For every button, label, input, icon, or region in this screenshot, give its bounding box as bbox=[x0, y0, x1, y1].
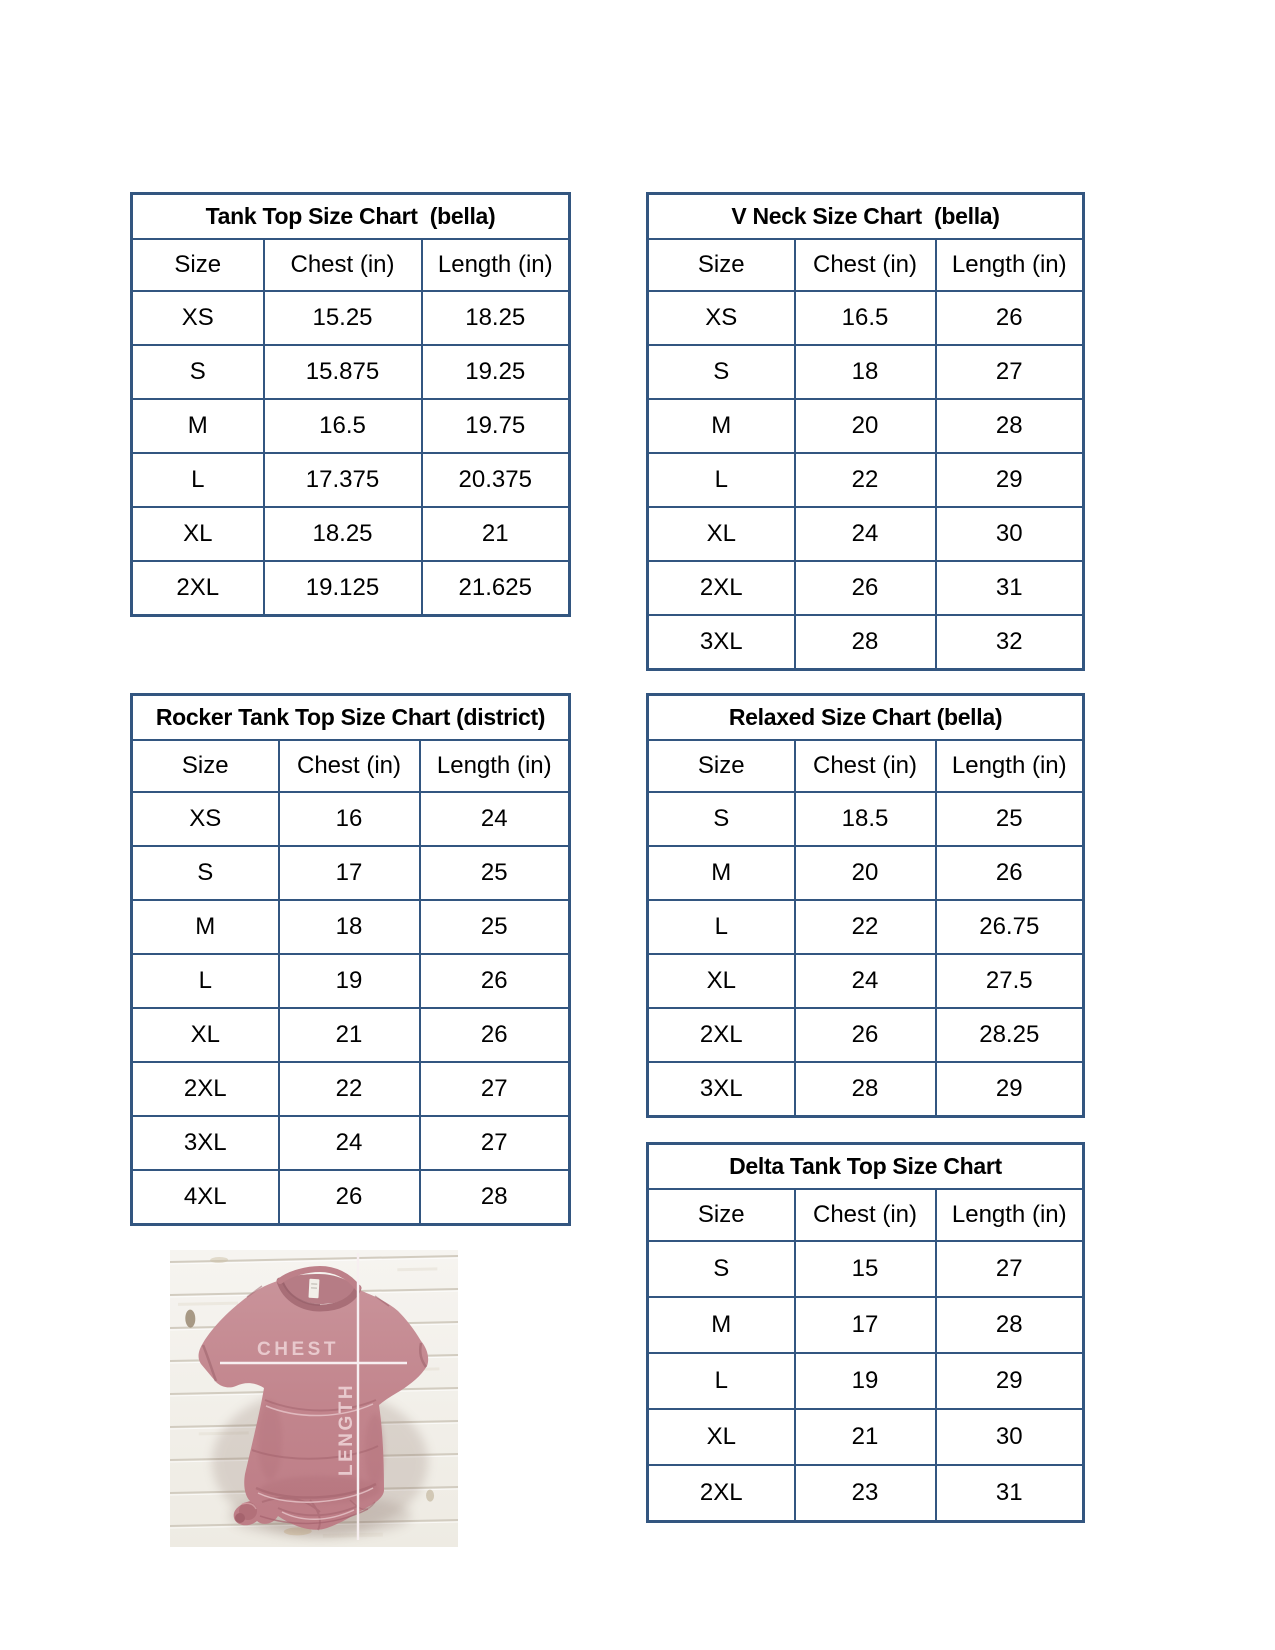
size-cell: 2XL bbox=[132, 561, 264, 616]
length-cell: 28 bbox=[420, 1170, 570, 1225]
table-row bbox=[132, 1116, 570, 1170]
length-cell: 19.25 bbox=[422, 345, 570, 399]
length-label: LENGTH bbox=[336, 1382, 357, 1476]
table-row bbox=[648, 1297, 1084, 1353]
table-row bbox=[132, 453, 570, 507]
table-title-row bbox=[648, 194, 1084, 240]
column-header: Size bbox=[648, 740, 795, 792]
chest-cell: 28 bbox=[795, 1062, 936, 1117]
column-header: Chest (in) bbox=[795, 1189, 936, 1241]
table-row bbox=[648, 1465, 1084, 1522]
chest-cell: 22 bbox=[279, 1062, 420, 1116]
table-row bbox=[132, 792, 570, 846]
size-cell: 2XL bbox=[648, 1008, 795, 1062]
length-cell: 28 bbox=[936, 399, 1084, 453]
chest-cell: 22 bbox=[795, 900, 936, 954]
chest-cell: 15.875 bbox=[264, 345, 422, 399]
column-header: Size bbox=[132, 239, 264, 291]
length-cell: 21.625 bbox=[422, 561, 570, 616]
size-cell: L bbox=[648, 1353, 795, 1409]
table-row bbox=[132, 561, 570, 616]
table-row bbox=[132, 1008, 570, 1062]
size-cell: S bbox=[648, 345, 795, 399]
table-header-row bbox=[132, 740, 570, 792]
size-cell: 2XL bbox=[648, 1465, 795, 1522]
length-cell: 29 bbox=[936, 453, 1084, 507]
table-row bbox=[648, 291, 1084, 345]
table-row bbox=[648, 615, 1084, 670]
chest-cell: 17.375 bbox=[264, 453, 422, 507]
table-title: Relaxed Size Chart (bella) bbox=[648, 695, 1084, 741]
chest-cell: 19.125 bbox=[264, 561, 422, 616]
column-header: Length (in) bbox=[420, 740, 570, 792]
length-cell: 26 bbox=[420, 1008, 570, 1062]
chest-cell: 16 bbox=[279, 792, 420, 846]
table-row bbox=[648, 1008, 1084, 1062]
length-cell: 28 bbox=[936, 1297, 1084, 1353]
chest-cell: 18.5 bbox=[795, 792, 936, 846]
size-cell: 3XL bbox=[132, 1116, 279, 1170]
length-cell: 32 bbox=[936, 615, 1084, 670]
chest-cell: 22 bbox=[795, 453, 936, 507]
chest-cell: 26 bbox=[795, 561, 936, 615]
table-header-row bbox=[648, 239, 1084, 291]
column-header: Chest (in) bbox=[795, 239, 936, 291]
size-cell: L bbox=[132, 453, 264, 507]
table-row bbox=[648, 846, 1084, 900]
size-cell: XS bbox=[648, 291, 795, 345]
chest-cell: 18 bbox=[279, 900, 420, 954]
tank-top-size-table bbox=[130, 192, 571, 617]
table-row bbox=[648, 561, 1084, 615]
table-title-row bbox=[648, 695, 1084, 741]
table-row bbox=[132, 900, 570, 954]
chest-cell: 19 bbox=[279, 954, 420, 1008]
table-row bbox=[648, 1241, 1084, 1297]
column-header: Size bbox=[648, 239, 795, 291]
size-cell: XL bbox=[648, 507, 795, 561]
chest-cell: 17 bbox=[795, 1297, 936, 1353]
chest-cell: 21 bbox=[279, 1008, 420, 1062]
column-header: Chest (in) bbox=[264, 239, 422, 291]
chest-cell: 24 bbox=[795, 954, 936, 1008]
table-row bbox=[132, 954, 570, 1008]
length-cell: 24 bbox=[420, 792, 570, 846]
chest-cell: 26 bbox=[279, 1170, 420, 1225]
table-row bbox=[132, 1062, 570, 1116]
table-header-row bbox=[648, 740, 1084, 792]
length-cell: 18.25 bbox=[422, 291, 570, 345]
chest-cell: 17 bbox=[279, 846, 420, 900]
chest-cell: 28 bbox=[795, 615, 936, 670]
length-cell: 29 bbox=[936, 1062, 1084, 1117]
table-title: Delta Tank Top Size Chart bbox=[648, 1144, 1084, 1190]
table-row bbox=[648, 1062, 1084, 1117]
table-title-row bbox=[132, 194, 570, 240]
size-cell: 2XL bbox=[648, 561, 795, 615]
size-cell: 2XL bbox=[132, 1062, 279, 1116]
size-cell: S bbox=[648, 792, 795, 846]
chest-cell: 26 bbox=[795, 1008, 936, 1062]
size-cell: 3XL bbox=[648, 1062, 795, 1117]
chest-cell: 23 bbox=[795, 1465, 936, 1522]
table-row bbox=[132, 345, 570, 399]
length-cell: 26 bbox=[420, 954, 570, 1008]
size-cell: 4XL bbox=[132, 1170, 279, 1225]
table-row bbox=[132, 399, 570, 453]
column-header: Length (in) bbox=[936, 740, 1084, 792]
size-cell: XL bbox=[132, 1008, 279, 1062]
collar-tag bbox=[308, 1279, 319, 1298]
column-header: Size bbox=[132, 740, 279, 792]
column-header: Length (in) bbox=[936, 239, 1084, 291]
length-cell: 30 bbox=[936, 1409, 1084, 1465]
size-cell: L bbox=[648, 900, 795, 954]
table-row bbox=[648, 954, 1084, 1008]
chest-cell: 18 bbox=[795, 345, 936, 399]
length-cell: 27 bbox=[420, 1116, 570, 1170]
table-header-row bbox=[648, 1189, 1084, 1241]
table-row bbox=[648, 1409, 1084, 1465]
length-cell: 25 bbox=[420, 846, 570, 900]
table-row bbox=[132, 1170, 570, 1225]
table-row bbox=[132, 846, 570, 900]
table-row bbox=[648, 507, 1084, 561]
column-header: Chest (in) bbox=[279, 740, 420, 792]
size-cell: S bbox=[132, 846, 279, 900]
table-header-row bbox=[132, 239, 570, 291]
table-row bbox=[132, 291, 570, 345]
length-cell: 27 bbox=[420, 1062, 570, 1116]
size-cell: 3XL bbox=[648, 615, 795, 670]
size-cell: XL bbox=[648, 954, 795, 1008]
size-cell: S bbox=[648, 1241, 795, 1297]
length-cell: 25 bbox=[936, 792, 1084, 846]
relaxed-size-table bbox=[646, 693, 1085, 1118]
table-row bbox=[648, 399, 1084, 453]
chest-cell: 20 bbox=[795, 846, 936, 900]
length-cell: 27 bbox=[936, 1241, 1084, 1297]
chest-cell: 24 bbox=[279, 1116, 420, 1170]
length-cell: 21 bbox=[422, 507, 570, 561]
chest-cell: 16.5 bbox=[795, 291, 936, 345]
table-row bbox=[648, 453, 1084, 507]
size-cell: XS bbox=[132, 792, 279, 846]
chest-cell: 20 bbox=[795, 399, 936, 453]
column-header: Length (in) bbox=[422, 239, 570, 291]
size-cell: M bbox=[132, 399, 264, 453]
length-cell: 30 bbox=[936, 507, 1084, 561]
chest-cell: 24 bbox=[795, 507, 936, 561]
size-cell: L bbox=[648, 453, 795, 507]
length-cell: 27.5 bbox=[936, 954, 1084, 1008]
table-row bbox=[648, 1353, 1084, 1409]
table-title-row bbox=[132, 695, 570, 741]
column-header: Chest (in) bbox=[795, 740, 936, 792]
length-cell: 26 bbox=[936, 291, 1084, 345]
tshirt-measurement-photo bbox=[170, 1250, 458, 1547]
chest-cell: 18.25 bbox=[264, 507, 422, 561]
chest-cell: 15 bbox=[795, 1241, 936, 1297]
length-cell: 31 bbox=[936, 561, 1084, 615]
chest-cell: 19 bbox=[795, 1353, 936, 1409]
length-cell: 31 bbox=[936, 1465, 1084, 1522]
chest-cell: 16.5 bbox=[264, 399, 422, 453]
column-header: Size bbox=[648, 1189, 795, 1241]
column-header: Length (in) bbox=[936, 1189, 1084, 1241]
length-cell: 20.375 bbox=[422, 453, 570, 507]
table-title: V Neck Size Chart (bella) bbox=[648, 194, 1084, 240]
table-row bbox=[648, 792, 1084, 846]
chest-label: CHEST bbox=[257, 1339, 339, 1360]
table-row bbox=[132, 507, 570, 561]
delta-tank-size-table bbox=[646, 1142, 1085, 1523]
size-cell: XS bbox=[132, 291, 264, 345]
length-cell: 26.75 bbox=[936, 900, 1084, 954]
table-title: Tank Top Size Chart (bella) bbox=[132, 194, 570, 240]
rocker-tank-size-table bbox=[130, 693, 571, 1226]
chest-cell: 15.25 bbox=[264, 291, 422, 345]
length-cell: 25 bbox=[420, 900, 570, 954]
size-cell: L bbox=[132, 954, 279, 1008]
length-cell: 29 bbox=[936, 1353, 1084, 1409]
length-cell: 26 bbox=[936, 846, 1084, 900]
size-cell: M bbox=[648, 846, 795, 900]
table-row bbox=[648, 900, 1084, 954]
chest-cell: 21 bbox=[795, 1409, 936, 1465]
size-cell: M bbox=[648, 1297, 795, 1353]
v-neck-size-table bbox=[646, 192, 1085, 671]
size-cell: XL bbox=[648, 1409, 795, 1465]
size-cell: M bbox=[648, 399, 795, 453]
size-cell: S bbox=[132, 345, 264, 399]
length-cell: 28.25 bbox=[936, 1008, 1084, 1062]
size-cell: XL bbox=[132, 507, 264, 561]
tshirt-photo-svg bbox=[170, 1250, 458, 1547]
table-title: Rocker Tank Top Size Chart (district) bbox=[132, 695, 570, 741]
length-cell: 19.75 bbox=[422, 399, 570, 453]
table-title-row bbox=[648, 1144, 1084, 1190]
length-cell: 27 bbox=[936, 345, 1084, 399]
size-cell: M bbox=[132, 900, 279, 954]
table-row bbox=[648, 345, 1084, 399]
